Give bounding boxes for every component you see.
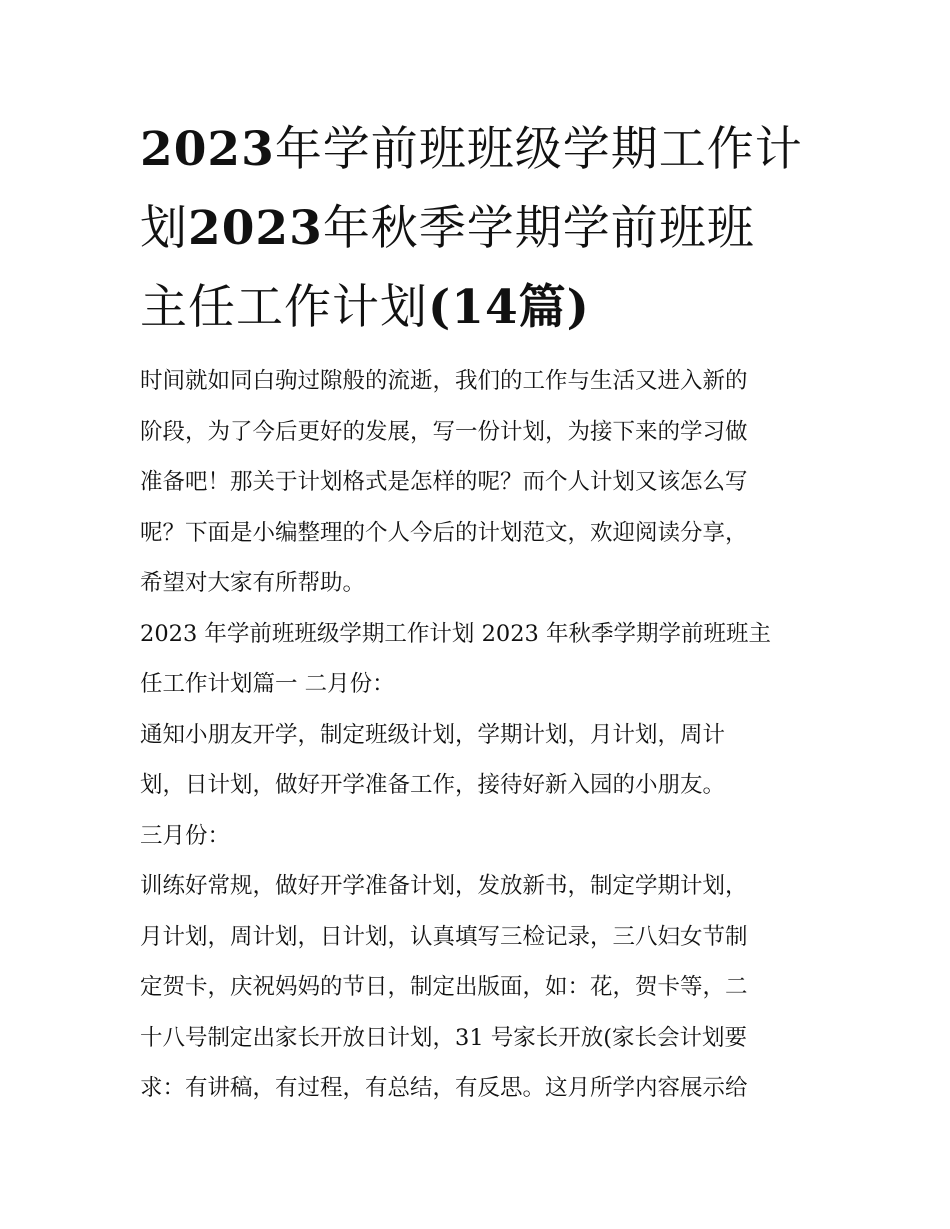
march-line: 月计划，周计划，日计划，认真填写三检记录，三八妇女节制 (140, 923, 748, 950)
title-line-2 (140, 189, 815, 268)
march-label-text: 三月份： (140, 822, 231, 849)
title-text-3: 主任工作计划 (140, 280, 428, 335)
title-count-end: 篇) (518, 280, 590, 335)
february-line: 通知小朋友开学，制定班级计划，学期计划，月计划，周计 (140, 721, 726, 748)
section-heading (140, 609, 815, 710)
title-count: (14 (428, 280, 519, 335)
title-year-1: 2023 (140, 122, 275, 177)
title-line-3 (140, 268, 815, 347)
march-paragraph (140, 861, 815, 1114)
march-line: 求：有讲稿，有过程，有总结，有反思。这月所学内容展示给 (140, 1075, 748, 1101)
title-year-2: 2023 (188, 201, 323, 256)
title-line-1 (140, 110, 815, 189)
intro-line: 阶段，为了今后更好的发展，写一份计划，为接下来的学习做 (140, 418, 748, 445)
march-label (140, 811, 815, 862)
march-line: 训练好常规，做好开学准备计划，发放新书，制定学期计划， (140, 873, 748, 899)
title-text-1: 年学前班班级学期工作计 (274, 122, 803, 177)
intro-line: 时间就如同白驹过隙般的流逝，我们的工作与生活又进入新的 (140, 368, 748, 394)
march-line: 定贺卡，庆祝妈妈的节日，制定出版面，如：花，贺卡等，二 (140, 974, 748, 1000)
intro-line: 准备吧！那关于计划格式是怎样的呢？而个人计划又该怎么写 (140, 469, 748, 495)
february-paragraph (140, 710, 815, 811)
document-title (140, 110, 815, 347)
document-page (140, 110, 815, 1114)
march-line: 十八号制定出家长开放日计划，31 号家长开放(家长会计划要 (140, 1024, 748, 1051)
intro-paragraph (140, 356, 815, 609)
title-text-2a: 划 (140, 201, 188, 256)
february-line: 划，日计划，做好开学准备工作，接待好新入园的小朋友。 (140, 772, 726, 798)
intro-line: 希望对大家有所帮助。 (140, 570, 366, 596)
section-heading-line: 2023 年学前班班级学期工作计划 2023 年秋季学期学前班班主 (140, 620, 771, 647)
section-heading-line: 任工作计划篇一 二月份： (140, 671, 395, 697)
title-text-2b: 年秋季学期学前班班 (322, 201, 755, 256)
intro-line: 呢？下面是小编整理的个人今后的计划范文，欢迎阅读分享， (140, 519, 748, 546)
